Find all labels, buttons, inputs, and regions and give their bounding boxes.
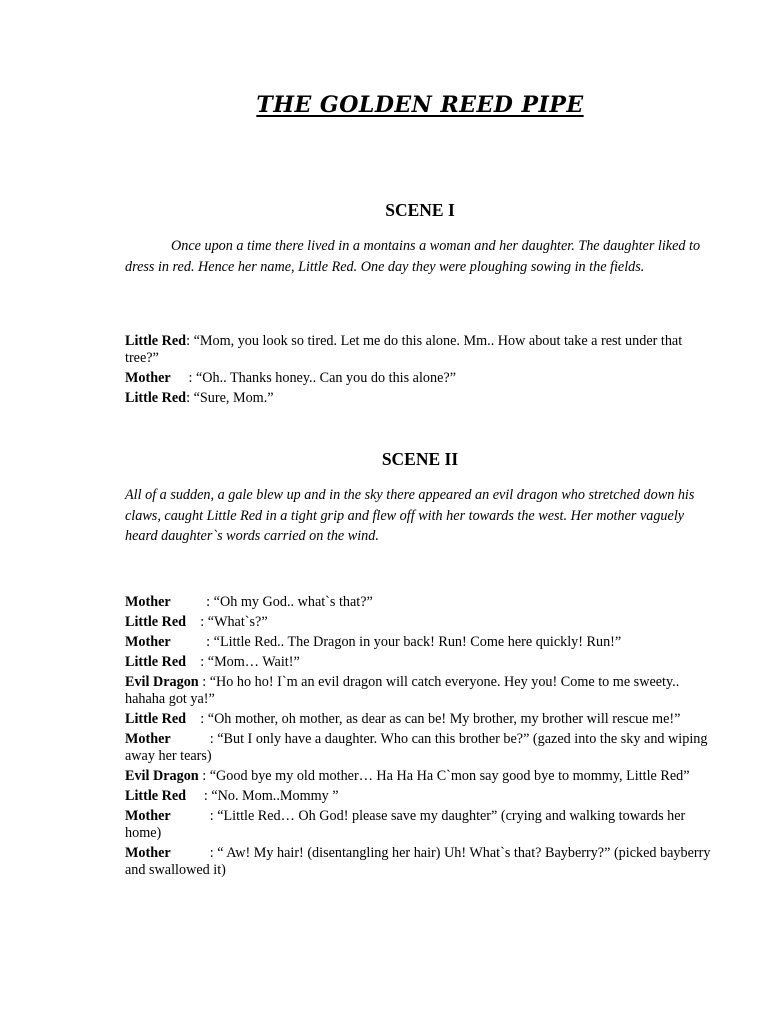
speaker-name: Little Red (125, 711, 187, 727)
dialogue-text: “Mom… Wait!” (207, 654, 300, 670)
speaker-name: Mother (125, 845, 171, 861)
speaker-name: Mother (125, 731, 171, 747)
speaker-separator: : (198, 674, 210, 690)
speaker-separator: : (186, 788, 212, 804)
dialogue-line (125, 731, 717, 765)
speaker-name: Evil Dragon (125, 674, 199, 690)
dialogue-text: “Mom, you look so tired. Let me do this alone. Mm.. How about take a rest under that tree?” (125, 333, 683, 366)
dialogue-text: “Little Red… Oh God! please save my daughter” (crying and walking towards her home) (125, 808, 686, 841)
speaker-separator: : (170, 634, 214, 650)
dialogue-line (125, 674, 717, 708)
speaker-name: Little Red (125, 390, 187, 406)
dialogue-text: “Oh my God.. what`s that?” (213, 594, 373, 610)
dialogue-text: “Little Red.. The Dragon in your back! Run! Come here quickly! Run!” (213, 634, 622, 650)
dialogue-text: “Ho ho ho! I`m an evil dragon will catch everyone. Hey you! Come to me sweety.. hahaha got ya!” (125, 674, 680, 707)
speaker-separator: : (198, 768, 210, 784)
scene-2-dialogue (125, 594, 717, 882)
speaker-name: Evil Dragon (125, 768, 199, 784)
speaker-separator: : (170, 808, 218, 824)
scene-1-dialogue (125, 333, 717, 410)
speaker-name: Little Red (125, 614, 187, 630)
dialogue-line (125, 370, 717, 387)
speaker-name: Little Red (125, 333, 187, 349)
dialogue-line (125, 634, 717, 651)
scene-1-heading: SCENE I (385, 200, 455, 220)
dialogue-line (125, 711, 717, 728)
speaker-separator: : (186, 654, 208, 670)
speaker-name: Mother (125, 634, 171, 650)
dialogue-text: “Oh mother, oh mother, as dear as can be! My brother, my brother will rescue me!” (207, 711, 681, 727)
dialogue-line (125, 333, 717, 367)
dialogue-text: “Good bye my old mother… Ha Ha Ha C`mon say good bye to mommy, Little Red” (209, 768, 690, 784)
dialogue-line (125, 390, 717, 407)
speaker-name: Mother (125, 808, 171, 824)
document-title: THE GOLDEN REED PIPE (256, 92, 584, 118)
speaker-separator: : (170, 594, 214, 610)
dialogue-text: “Sure, Mom.” (193, 390, 274, 406)
speaker-separator: : (170, 845, 218, 861)
speaker-name: Little Red (125, 788, 187, 804)
speaker-separator: : (186, 711, 208, 727)
scene-2-narration: All of a sudden, a gale blew up and in the sky there appeared an evil dragon who stretched down his claws, caught Little Red in a tight grip and flew off with her towards the west. Her mother vaguely heard daughter`s words carried on the wind. (125, 487, 695, 544)
scene-1-narration: Once upon a time there lived in a montains a woman and her daughter. The daughter liked to dress in red. Hence her name, Little Red. One day they were ploughing sowing in the fields. (125, 238, 701, 275)
scene-2-heading: SCENE II (381, 449, 459, 469)
dialogue-line (125, 808, 717, 842)
dialogue-text: “But I only have a daughter. Who can this brother be?” (gazed into the sky and wiping away her tears) (125, 731, 708, 764)
dialogue-line (125, 845, 717, 879)
speaker-name: Mother (125, 594, 171, 610)
dialogue-line (125, 788, 717, 805)
speaker-separator: : (170, 731, 218, 747)
speaker-separator: : (186, 614, 208, 630)
dialogue-text: “What`s?” (207, 614, 268, 630)
dialogue-line (125, 768, 717, 785)
dialogue-text: “Oh.. Thanks honey.. Can you do this alone?” (195, 370, 456, 386)
speaker-separator: : (186, 333, 194, 349)
dialogue-line (125, 654, 717, 671)
speaker-separator: : (170, 370, 196, 386)
dialogue-line (125, 594, 717, 611)
dialogue-text: “ Aw! My hair! (disentangling her hair) Uh! What`s that? Bayberry?” (picked bayberry and swallowed it) (125, 845, 711, 878)
speaker-name: Mother (125, 370, 171, 386)
dialogue-text: “No. Mom..Mommy ” (211, 788, 339, 804)
speaker-separator: : (186, 390, 194, 406)
speaker-name: Little Red (125, 654, 187, 670)
dialogue-line (125, 614, 717, 631)
